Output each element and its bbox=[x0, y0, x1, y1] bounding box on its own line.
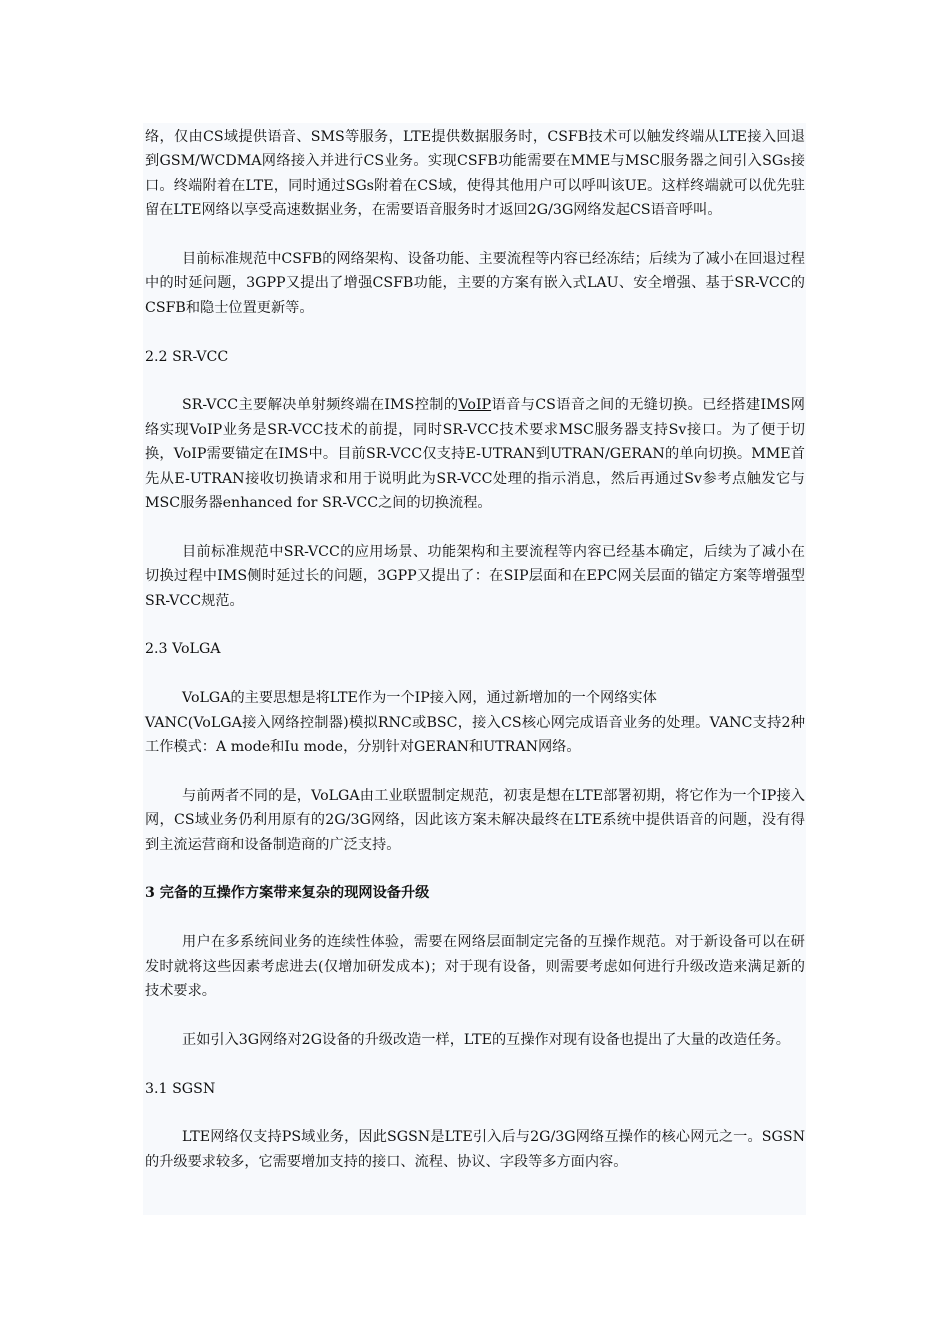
srvcc-text-after: 语音与CS语音之间的无缝切换。已经搭建IMS网络实现VoIP业务是SR-VCC技术的前提，同时SR-VCC技术要求MSC服务器支持Sv接口。为了便于切换，VoIP需要锚定在IMS中。目前SR-VCC仅支持E-UTRAN到UTRAN/GERAN的单向切换。MME首先从E-UTRAN接收切换请求和用于说明此为SR-VCC处理的指示消息，然后再通过Sv参考点触发它与MSC服务器enhanced for SR-VCC之间的切换流程。 bbox=[145, 397, 805, 512]
paragraph-volga-intro: VoLGA的主要思想是将LTE作为一个IP接入网，通过新增加的一个网络实体 bbox=[182, 690, 657, 707]
paragraph-srvcc-intro bbox=[145, 393, 805, 515]
section-heading-3: 3 完备的互操作方案带来复杂的现网设备升级 bbox=[145, 885, 430, 902]
section-heading-3-1: 3.1 SGSN bbox=[145, 1080, 216, 1097]
section-heading-2-2: 2.2 SR-VCC bbox=[145, 348, 229, 365]
paragraph-volga-comparison: 与前两者不同的是，VoLGA由工业联盟制定规范，初衷是想在LTE部署初期，将它作为一个IP接入网，CS域业务仍利用原有的2G/3G网络，因此该方案未解决最终在LTE系统中提供语音的问题，没有得到主流运营商和设备制造商的广泛支持。 bbox=[145, 787, 805, 853]
document-body bbox=[145, 125, 805, 1174]
paragraph-interop-requirements: 用户在多系统间业务的连续性体验，需要在网络层面制定完备的互操作规范。对于新设备可以在研发时就将这些因素考虑进去(仅增加研发成本)；对于现有设备，则需要考虑如何进行升级改造来满足新的技术要求。 bbox=[145, 934, 805, 1000]
voip-link[interactable]: VoIP bbox=[458, 397, 492, 414]
paragraph-upgrade-tasks: 正如引入3G网络对2G设备的升级改造一样，LTE的互操作对现有设备也提出了大量的改造任务。 bbox=[182, 1031, 790, 1048]
paragraph-csfb-intro: 络，仅由CS域提供语音、SMS等服务，LTE提供数据服务时，CSFB技术可以触发终端从LTE接入回退到GSM/WCDMA网络接入并进行CS业务。实现CSFB功能需要在MME与MSC服务器之间引入SGs接口。终端附着在LTE，同时通过SGs附着在CS域，使得其他用户可以呼叫该UE。这样终端就可以优先驻留在LTE网络以享受高速数据业务，在需要语音服务时才返回2G/3G网络发起CS语音呼叫。 bbox=[145, 129, 805, 219]
paragraph-sgsn: LTE网络仅支持PS域业务，因此SGSN是LTE引入后与2G/3G网络互操作的核心网元之一。SGSN的升级要求较多，它需要增加支持的接口、流程、协议、字段等多方面内容。 bbox=[145, 1129, 805, 1170]
paragraph-srvcc-status: 目前标准规范中SR-VCC的应用场景、功能架构和主要流程等内容已经基本确定，后续为了减小在切换过程中IMS侧时延过长的问题，3GPP又提出了：在SIP层面和在EPC网关层面的锚定方案等增强型SR-VCC规范。 bbox=[145, 543, 805, 609]
paragraph-volga-vanc: VANC(VoLGA接入网络控制器)模拟RNC或BSC，接入CS核心网完成语音业务的处理。VANC支持2种工作模式：A mode和Iu mode，分别针对GERAN和UTRAN网络。 bbox=[145, 714, 805, 756]
section-heading-2-3: 2.3 VoLGA bbox=[145, 641, 221, 658]
srvcc-text-before: SR-VCC主要解决单射频终端在IMS控制的 bbox=[182, 397, 459, 414]
paragraph-csfb-status: 目前标准规范中CSFB的网络架构、设备功能、主要流程等内容已经冻结；后续为了减小在回退过程中的时延问题，3GPP又提出了增强CSFB功能，主要的方案有嵌入式LAU、安全增强、基于SR-VCC的CSFB和隐士位置更新等。 bbox=[145, 251, 805, 316]
